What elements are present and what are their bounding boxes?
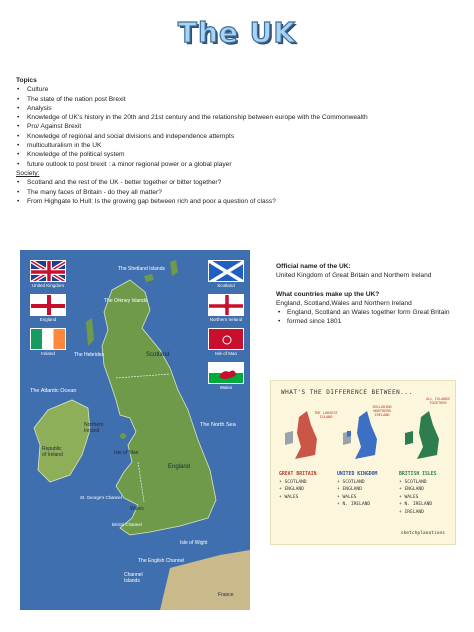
map-label: The Atlantic Ocean — [30, 388, 77, 394]
list-item: • Pro/ Against Brexit — [16, 122, 456, 131]
map-label: Isle of Man — [114, 450, 139, 456]
map-label: Northern Ireland — [84, 422, 104, 434]
list-item: • England, Scotland an Wales together form Great Britain — [276, 308, 466, 317]
list-item: • Scotland and the rest of the UK - better together or bitter together? — [16, 178, 456, 187]
map-label: The North Sea — [200, 422, 236, 428]
map-label: The Hebrides — [74, 352, 105, 358]
column-item: + WALES — [279, 494, 299, 500]
uk-flag — [30, 260, 66, 282]
map-label: Scotland — [146, 352, 170, 358]
list-item: • Knowledge of the political system — [16, 150, 456, 159]
map-label: Bristol Channel — [112, 522, 142, 527]
map-label: The Orkney Islands — [104, 298, 148, 304]
map-label: Isle of Wight — [180, 540, 208, 546]
map-label: St. George's Channel — [80, 495, 122, 500]
column-item: + ENGLAND — [337, 487, 362, 493]
list-item: • Knowledge of UK's history in the 20th and 21st century and the relationship between europe with the Commonwealth — [16, 113, 456, 122]
uk-map — [20, 250, 250, 610]
list-item: • future outlook to post brexit : a minor regional power or a global player — [16, 160, 456, 169]
column-item: + WALES — [399, 494, 419, 500]
sketch-note: ALL ISLANDS TOGETHER — [426, 397, 450, 405]
flag-caption: Ireland — [41, 351, 55, 356]
ireland-flag — [30, 328, 66, 350]
map-label: France — [218, 592, 234, 598]
list-item: • The many faces of Britain - do they all matter? — [16, 188, 456, 197]
difference-sketch — [270, 380, 456, 545]
map-label: The English Channel — [138, 558, 185, 564]
sketch-column — [399, 471, 437, 517]
scotland-flag — [208, 260, 244, 282]
northern-ireland-flag — [208, 294, 244, 316]
column-item: + N. IRELAND — [337, 502, 371, 508]
flag-caption: Northern Ireland — [209, 317, 243, 322]
column-item: + SCOTLAND — [399, 479, 427, 485]
column-heading: GREAT BRITAIN — [279, 472, 317, 477]
map-label: Wales — [130, 506, 144, 512]
column-item: + IRELAND — [399, 509, 424, 515]
wales-flag — [208, 362, 244, 384]
sketch-signature: sketchplanations — [400, 531, 445, 536]
column-item: + ENGLAND — [279, 487, 304, 493]
column-item: + SCOTLAND — [279, 479, 307, 485]
column-item: + N. IRELAND — [399, 502, 433, 508]
column-heading: BRITISH ISLES — [399, 472, 437, 477]
official-name: United Kingdom of Great Britain and Northern Ireland — [276, 272, 432, 280]
column-heading: UNITED KINGDOM — [337, 472, 378, 477]
list-item: • Culture — [16, 85, 456, 94]
topics-heading: Topics — [16, 77, 37, 84]
official-name-heading: Official name of the UK: — [276, 263, 351, 270]
flag-caption: England — [39, 317, 57, 322]
isle-of-man-flag — [208, 328, 244, 350]
list-item: • From Highgate to Hull: Is the growing gap between rich and poor a question of class? — [16, 197, 456, 206]
sketch-note: THE LARGEST ISLAND — [314, 411, 338, 419]
list-item: • Knowledge of regional and social divisions and independence attempts — [16, 132, 456, 141]
map-label: The Shetland Islands — [118, 266, 165, 272]
map-label: England — [168, 464, 191, 470]
map-label: Channel Islands — [124, 572, 143, 584]
flag-caption: Isle of Man — [214, 351, 237, 356]
topics-list — [16, 85, 456, 169]
sketch-maps — [271, 381, 457, 471]
sketch-column — [279, 471, 317, 501]
flag-caption: Scotland — [217, 283, 235, 288]
list-item: • The state of the nation post Brexit — [16, 95, 456, 104]
sketch-note: INCLUDING NORTHERN IRELAND — [372, 405, 392, 417]
column-item: + ENGLAND — [399, 487, 424, 493]
sketch-column — [337, 471, 377, 509]
sketch-title: WHAT'S THE DIFFERENCE BETWEEN... — [281, 389, 413, 396]
flag-caption: Wales — [219, 385, 233, 390]
england-flag — [30, 294, 66, 316]
countries-list — [276, 308, 466, 327]
page-title: The UK — [177, 16, 297, 49]
countries-text: England, Scotland,Wales and Northern Ireland — [276, 299, 412, 307]
society-list — [16, 178, 456, 206]
countries-heading: What countries make up the UK? — [276, 290, 380, 298]
column-item: + WALES — [337, 494, 357, 500]
column-item: + SCOTLAND — [337, 479, 365, 485]
society-heading: Society: — [16, 169, 40, 177]
list-item: • formed since 1801 — [276, 317, 466, 326]
list-item: • multiculturalism in the UK — [16, 141, 456, 150]
flag-caption: United Kingdom — [31, 283, 65, 288]
map-label: Republic of Ireland — [42, 446, 63, 458]
topics-section — [16, 76, 456, 206]
list-item: • Analysis — [16, 104, 456, 113]
uk-info — [276, 262, 466, 327]
